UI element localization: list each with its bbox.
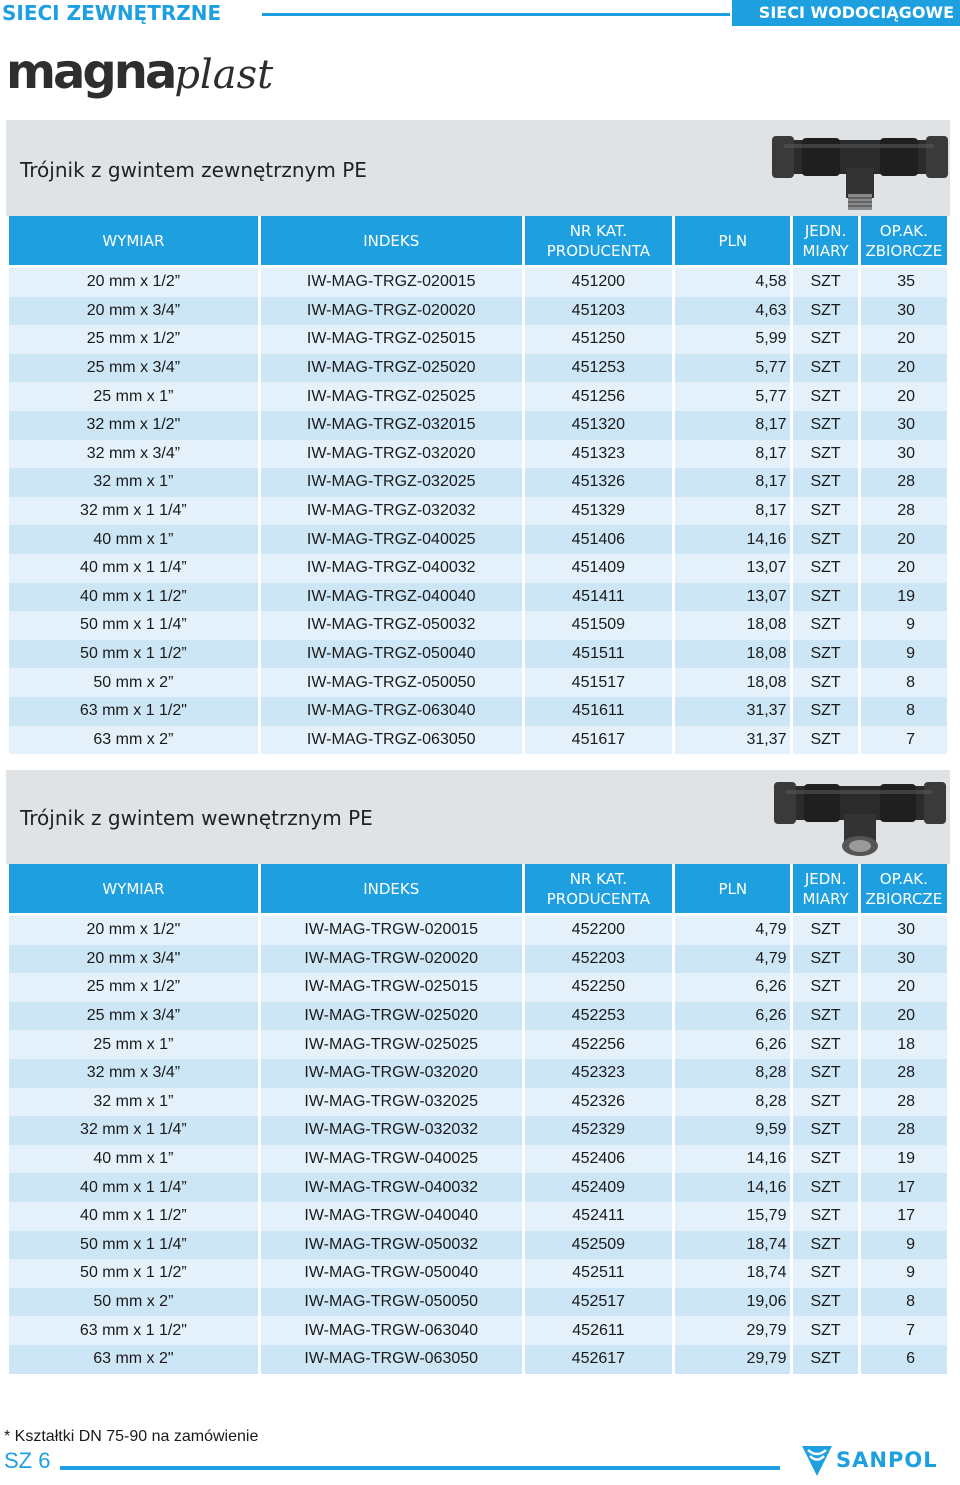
cell-jedn: SZT: [793, 1059, 857, 1088]
cell-indeks: IW-MAG-TRGW-063050: [261, 1345, 522, 1374]
col-indeks: INDEKS: [261, 864, 522, 916]
table-row: [9, 1231, 947, 1260]
cell-wymiar: 50 mm x 1 1/2”: [9, 1259, 258, 1288]
price-table-internal-thread: [6, 864, 950, 1374]
cell-indeks: IW-MAG-TRGW-025025: [261, 1030, 522, 1059]
cell-wymiar: 50 mm x 1 1/4”: [9, 611, 258, 640]
cell-op-ak: 6: [861, 1345, 947, 1374]
cell-op-ak: 8: [861, 668, 947, 697]
cell-wymiar: 50 mm x 2”: [9, 1288, 258, 1317]
cell-nr-kat: 452611: [525, 1316, 672, 1345]
cell-wymiar: 40 mm x 1 1/2”: [9, 1202, 258, 1231]
table-row: [9, 554, 947, 583]
cell-jedn: SZT: [793, 382, 857, 411]
cell-pln: 29,79: [675, 1345, 790, 1374]
cell-wymiar: 63 mm x 2”: [9, 726, 258, 755]
cell-wymiar: 40 mm x 1 1/4”: [9, 1173, 258, 1202]
col-pln: PLN: [675, 864, 790, 916]
cell-wymiar: 32 mm x 1/2": [9, 411, 258, 440]
table-row: [9, 1316, 947, 1345]
cell-indeks: IW-MAG-TRGZ-020020: [261, 297, 522, 326]
tee-internal-thread-icon: [774, 774, 946, 860]
cell-pln: 8,28: [675, 1059, 790, 1088]
cell-pln: 13,07: [675, 554, 790, 583]
cell-nr-kat: 451406: [525, 525, 672, 554]
cell-indeks: IW-MAG-TRGZ-050040: [261, 640, 522, 669]
cell-op-ak: 30: [861, 945, 947, 974]
cell-indeks: IW-MAG-TRGZ-040032: [261, 554, 522, 583]
magnaplast-logo: [6, 42, 274, 108]
cell-wymiar: 25 mm x 1”: [9, 382, 258, 411]
cell-indeks: IW-MAG-TRGW-032020: [261, 1059, 522, 1088]
col-jedn: JEDN. MIARY: [793, 864, 857, 916]
cell-jedn: SZT: [793, 1288, 857, 1317]
cell-op-ak: 7: [861, 1316, 947, 1345]
cell-jedn: SZT: [793, 297, 857, 326]
cell-indeks: IW-MAG-TRGW-020015: [261, 916, 522, 945]
cell-jedn: SZT: [793, 1345, 857, 1374]
cell-nr-kat: 452511: [525, 1259, 672, 1288]
col-nr-kat: NR KAT. PRODUCENTA: [525, 864, 672, 916]
table-row: [9, 1059, 947, 1088]
table-row: [9, 440, 947, 469]
table-row: [9, 726, 947, 755]
cell-nr-kat: 451509: [525, 611, 672, 640]
cell-indeks: IW-MAG-TRGZ-063040: [261, 697, 522, 726]
cell-nr-kat: 451511: [525, 640, 672, 669]
sanpol-text: SANPOL: [836, 1448, 938, 1472]
cell-indeks: IW-MAG-TRGW-025020: [261, 1002, 522, 1031]
cell-pln: 9,59: [675, 1116, 790, 1145]
logo-magna-text: magna: [6, 44, 175, 100]
cell-op-ak: 35: [861, 268, 947, 297]
table-row: [9, 1202, 947, 1231]
cell-op-ak: 30: [861, 411, 947, 440]
cell-nr-kat: 452250: [525, 973, 672, 1002]
cell-pln: 13,07: [675, 583, 790, 612]
cell-jedn: SZT: [793, 1088, 857, 1117]
cell-nr-kat: 451617: [525, 726, 672, 755]
cell-jedn: SZT: [793, 668, 857, 697]
cell-nr-kat: 452517: [525, 1288, 672, 1317]
cell-pln: 14,16: [675, 1173, 790, 1202]
cell-pln: 8,17: [675, 411, 790, 440]
cell-indeks: IW-MAG-TRGZ-050050: [261, 668, 522, 697]
cell-indeks: IW-MAG-TRGZ-032020: [261, 440, 522, 469]
cell-nr-kat: 451203: [525, 297, 672, 326]
table-row: [9, 1259, 947, 1288]
table-row: [9, 1030, 947, 1059]
table-row: [9, 697, 947, 726]
table-row: [9, 1088, 947, 1117]
table-row: [9, 297, 947, 326]
cell-wymiar: 50 mm x 1 1/2”: [9, 640, 258, 669]
cell-indeks: IW-MAG-TRGZ-032032: [261, 497, 522, 526]
price-table-external-thread: [6, 216, 950, 754]
table-row: [9, 916, 947, 945]
table-row: [9, 1002, 947, 1031]
header-divider: [262, 13, 730, 16]
tee-external-thread-icon: [772, 128, 948, 214]
cell-indeks: IW-MAG-TRGZ-040040: [261, 583, 522, 612]
cell-pln: 8,17: [675, 468, 790, 497]
cell-indeks: IW-MAG-TRGW-050050: [261, 1288, 522, 1317]
table-row: [9, 668, 947, 697]
cell-op-ak: 20: [861, 973, 947, 1002]
cell-nr-kat: 452509: [525, 1231, 672, 1260]
cell-wymiar: 32 mm x 3/4”: [9, 1059, 258, 1088]
table-body: [9, 268, 947, 754]
cell-wymiar: 63 mm x 1 1/2": [9, 1316, 258, 1345]
footnote: * Kształtki DN 75-90 na zamówienie: [4, 1428, 259, 1445]
cell-nr-kat: 452326: [525, 1088, 672, 1117]
cell-pln: 14,16: [675, 1145, 790, 1174]
cell-pln: 18,08: [675, 640, 790, 669]
table-row: [9, 611, 947, 640]
cell-jedn: SZT: [793, 583, 857, 612]
table-row: [9, 325, 947, 354]
cell-nr-kat: 452411: [525, 1202, 672, 1231]
cell-jedn: SZT: [793, 1202, 857, 1231]
col-wymiar: WYMIAR: [9, 864, 258, 916]
col-jedn: JEDN. MIARY: [793, 216, 857, 268]
table-row: [9, 382, 947, 411]
cell-pln: 14,16: [675, 525, 790, 554]
cell-wymiar: 32 mm x 1”: [9, 468, 258, 497]
table-header-row: [9, 216, 947, 268]
cell-op-ak: 28: [861, 468, 947, 497]
col-wymiar: WYMIAR: [9, 216, 258, 268]
cell-jedn: SZT: [793, 697, 857, 726]
cell-pln: 5,99: [675, 325, 790, 354]
cell-op-ak: 19: [861, 583, 947, 612]
cell-indeks: IW-MAG-TRGW-040032: [261, 1173, 522, 1202]
cell-nr-kat: 451329: [525, 497, 672, 526]
col-nr-kat: NR KAT. PRODUCENTA: [525, 216, 672, 268]
cell-pln: 5,77: [675, 382, 790, 411]
cell-nr-kat: 451611: [525, 697, 672, 726]
cell-wymiar: 50 mm x 2”: [9, 668, 258, 697]
cell-nr-kat: 451200: [525, 268, 672, 297]
cell-op-ak: 9: [861, 640, 947, 669]
section-title: Trójnik z gwintem zewnętrznym PE: [20, 158, 367, 182]
cell-jedn: SZT: [793, 611, 857, 640]
cell-op-ak: 9: [861, 1231, 947, 1260]
cell-op-ak: 28: [861, 1088, 947, 1117]
table-header-row: [9, 864, 947, 916]
cell-indeks: IW-MAG-TRGZ-050032: [261, 611, 522, 640]
cell-wymiar: 32 mm x 3/4”: [9, 440, 258, 469]
cell-indeks: IW-MAG-TRGZ-025020: [261, 354, 522, 383]
cell-jedn: SZT: [793, 325, 857, 354]
cell-wymiar: 40 mm x 1”: [9, 525, 258, 554]
header-right-title: SIECI WODOCIĄGOWE: [732, 0, 960, 26]
cell-indeks: IW-MAG-TRGZ-025025: [261, 382, 522, 411]
cell-jedn: SZT: [793, 1231, 857, 1260]
cell-jedn: SZT: [793, 1030, 857, 1059]
cell-op-ak: 9: [861, 611, 947, 640]
table-row: [9, 583, 947, 612]
cell-pln: 8,17: [675, 497, 790, 526]
table-row: [9, 468, 947, 497]
cell-jedn: SZT: [793, 1002, 857, 1031]
col-indeks: INDEKS: [261, 216, 522, 268]
cell-pln: 19,06: [675, 1288, 790, 1317]
cell-wymiar: 25 mm x 1/2”: [9, 325, 258, 354]
cell-wymiar: 25 mm x 3/4”: [9, 1002, 258, 1031]
sanpol-emblem-icon: [800, 1442, 834, 1478]
cell-op-ak: 30: [861, 916, 947, 945]
cell-nr-kat: 451253: [525, 354, 672, 383]
cell-indeks: IW-MAG-TRGZ-040025: [261, 525, 522, 554]
cell-op-ak: 17: [861, 1173, 947, 1202]
cell-indeks: IW-MAG-TRGW-032032: [261, 1116, 522, 1145]
cell-indeks: IW-MAG-TRGZ-032025: [261, 468, 522, 497]
cell-pln: 8,28: [675, 1088, 790, 1117]
col-op-ak: OP.AK. ZBIORCZE: [861, 216, 947, 268]
table-row: [9, 1116, 947, 1145]
section-title: Trójnik z gwintem wewnętrznym PE: [20, 806, 373, 830]
cell-nr-kat: 451326: [525, 468, 672, 497]
cell-pln: 6,26: [675, 1030, 790, 1059]
cell-jedn: SZT: [793, 525, 857, 554]
cell-indeks: IW-MAG-TRGW-040025: [261, 1145, 522, 1174]
cell-indeks: IW-MAG-TRGW-025015: [261, 973, 522, 1002]
cell-pln: 5,77: [675, 354, 790, 383]
cell-op-ak: 8: [861, 1288, 947, 1317]
table-row: [9, 354, 947, 383]
col-pln: PLN: [675, 216, 790, 268]
cell-jedn: SZT: [793, 1259, 857, 1288]
cell-nr-kat: 452256: [525, 1030, 672, 1059]
cell-indeks: IW-MAG-TRGW-050032: [261, 1231, 522, 1260]
table-row: [9, 1288, 947, 1317]
cell-wymiar: 20 mm x 1/2": [9, 916, 258, 945]
cell-wymiar: 40 mm x 1 1/4”: [9, 554, 258, 583]
cell-op-ak: 19: [861, 1145, 947, 1174]
cell-jedn: SZT: [793, 468, 857, 497]
cell-pln: 18,74: [675, 1231, 790, 1260]
cell-wymiar: 63 mm x 2": [9, 1345, 258, 1374]
cell-wymiar: 40 mm x 1”: [9, 1145, 258, 1174]
cell-indeks: IW-MAG-TRGZ-032015: [261, 411, 522, 440]
cell-wymiar: 25 mm x 3/4”: [9, 354, 258, 383]
cell-wymiar: 20 mm x 3/4”: [9, 297, 258, 326]
cell-pln: 18,08: [675, 611, 790, 640]
cell-nr-kat: 451517: [525, 668, 672, 697]
cell-indeks: IW-MAG-TRGW-020020: [261, 945, 522, 974]
cell-jedn: SZT: [793, 945, 857, 974]
cell-pln: 8,17: [675, 440, 790, 469]
cell-nr-kat: 452617: [525, 1345, 672, 1374]
cell-jedn: SZT: [793, 440, 857, 469]
cell-nr-kat: 452323: [525, 1059, 672, 1088]
cell-wymiar: 63 mm x 1 1/2": [9, 697, 258, 726]
cell-wymiar: 32 mm x 1 1/4”: [9, 497, 258, 526]
cell-wymiar: 40 mm x 1 1/2”: [9, 583, 258, 612]
cell-op-ak: 9: [861, 1259, 947, 1288]
cell-nr-kat: 452406: [525, 1145, 672, 1174]
cell-pln: 15,79: [675, 1202, 790, 1231]
cell-jedn: SZT: [793, 1116, 857, 1145]
cell-indeks: IW-MAG-TRGW-032025: [261, 1088, 522, 1117]
cell-wymiar: 32 mm x 1 1/4”: [9, 1116, 258, 1145]
table-row: [9, 411, 947, 440]
cell-op-ak: 7: [861, 726, 947, 755]
table-row: [9, 973, 947, 1002]
header-left-title: SIECI ZEWNĘTRZNE: [2, 1, 222, 25]
cell-nr-kat: 451320: [525, 411, 672, 440]
cell-nr-kat: 452200: [525, 916, 672, 945]
cell-pln: 6,26: [675, 1002, 790, 1031]
cell-pln: 4,79: [675, 945, 790, 974]
cell-pln: 18,08: [675, 668, 790, 697]
cell-op-ak: 20: [861, 1002, 947, 1031]
cell-jedn: SZT: [793, 1145, 857, 1174]
cell-nr-kat: 452203: [525, 945, 672, 974]
table-row: [9, 945, 947, 974]
table-body: [9, 916, 947, 1374]
table-row: [9, 1145, 947, 1174]
cell-wymiar: 20 mm x 1/2”: [9, 268, 258, 297]
cell-jedn: SZT: [793, 640, 857, 669]
page-header: [0, 0, 960, 26]
cell-jedn: SZT: [793, 354, 857, 383]
table-row: [9, 640, 947, 669]
cell-pln: 6,26: [675, 973, 790, 1002]
cell-op-ak: 28: [861, 1059, 947, 1088]
page-number: SZ 6: [4, 1448, 51, 1473]
cell-pln: 31,37: [675, 697, 790, 726]
cell-pln: 31,37: [675, 726, 790, 755]
cell-op-ak: 20: [861, 354, 947, 383]
cell-op-ak: 28: [861, 1116, 947, 1145]
cell-indeks: IW-MAG-TRGW-063040: [261, 1316, 522, 1345]
table-row: [9, 525, 947, 554]
cell-op-ak: 20: [861, 525, 947, 554]
cell-pln: 4,63: [675, 297, 790, 326]
cell-op-ak: 8: [861, 697, 947, 726]
cell-pln: 18,74: [675, 1259, 790, 1288]
cell-op-ak: 30: [861, 440, 947, 469]
cell-nr-kat: 452409: [525, 1173, 672, 1202]
table-row: [9, 1173, 947, 1202]
table-row: [9, 1345, 947, 1374]
cell-nr-kat: 451409: [525, 554, 672, 583]
cell-indeks: IW-MAG-TRGW-050040: [261, 1259, 522, 1288]
cell-indeks: IW-MAG-TRGW-040040: [261, 1202, 522, 1231]
cell-op-ak: 18: [861, 1030, 947, 1059]
cell-op-ak: 17: [861, 1202, 947, 1231]
cell-jedn: SZT: [793, 497, 857, 526]
cell-wymiar: 20 mm x 3/4": [9, 945, 258, 974]
cell-jedn: SZT: [793, 411, 857, 440]
cell-jedn: SZT: [793, 916, 857, 945]
cell-op-ak: 28: [861, 497, 947, 526]
cell-jedn: SZT: [793, 1173, 857, 1202]
cell-jedn: SZT: [793, 268, 857, 297]
cell-op-ak: 20: [861, 554, 947, 583]
cell-indeks: IW-MAG-TRGZ-020015: [261, 268, 522, 297]
cell-wymiar: 25 mm x 1”: [9, 1030, 258, 1059]
cell-pln: 29,79: [675, 1316, 790, 1345]
sanpol-logo: [800, 1440, 952, 1480]
col-op-ak: OP.AK. ZBIORCZE: [861, 864, 947, 916]
cell-op-ak: 20: [861, 325, 947, 354]
cell-indeks: IW-MAG-TRGZ-063050: [261, 726, 522, 755]
logo-plast-text: plast: [174, 52, 274, 98]
cell-nr-kat: 451250: [525, 325, 672, 354]
table-row: [9, 497, 947, 526]
footer-divider: [60, 1466, 780, 1470]
cell-wymiar: 50 mm x 1 1/4”: [9, 1231, 258, 1260]
cell-wymiar: 25 mm x 1/2”: [9, 973, 258, 1002]
cell-pln: 4,79: [675, 916, 790, 945]
cell-pln: 4,58: [675, 268, 790, 297]
cell-wymiar: 32 mm x 1”: [9, 1088, 258, 1117]
table-row: [9, 268, 947, 297]
cell-jedn: SZT: [793, 1316, 857, 1345]
cell-nr-kat: 451411: [525, 583, 672, 612]
cell-indeks: IW-MAG-TRGZ-025015: [261, 325, 522, 354]
cell-nr-kat: 451323: [525, 440, 672, 469]
cell-jedn: SZT: [793, 554, 857, 583]
cell-nr-kat: 452329: [525, 1116, 672, 1145]
cell-nr-kat: 451256: [525, 382, 672, 411]
cell-nr-kat: 452253: [525, 1002, 672, 1031]
cell-jedn: SZT: [793, 973, 857, 1002]
cell-op-ak: 30: [861, 297, 947, 326]
cell-jedn: SZT: [793, 726, 857, 755]
cell-op-ak: 20: [861, 382, 947, 411]
